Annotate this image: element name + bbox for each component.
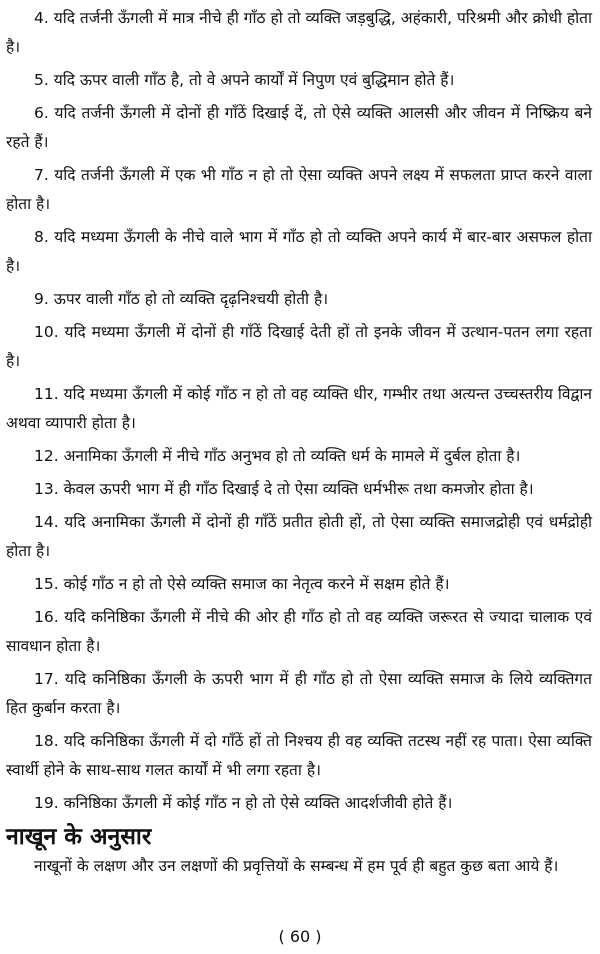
paragraph-12: 12. अनामिका ऊँगली में नीचे गाँठ अनुभव हो तो व्यक्ति धर्म के मामले में दुर्बल होता है। bbox=[34, 447, 521, 465]
paragraph-18: 18. यदि कनिष्ठिका ऊँगली में दो गाँठें हों तो निश्चय ही वह व्यक्ति तटस्थ नहीं रह पाता। ऐसा व्यक्ति स्वार्थी होने के साथ-साथ गलत कार्यों में भी लगा रहता है। bbox=[6, 732, 592, 779]
paragraph-16: 16. यदि कनिष्ठिका ऊँगली में नीचे की ओर ही गाँठ हो तो वह व्यक्ति जरूरत से ज्यादा चालाक एवं सावधान होता है। bbox=[6, 608, 592, 655]
paragraph-13: 13. केवल ऊपरी भाग में ही गाँठ दिखाई दे तो ऐसा व्यक्ति धर्मभीरू तथा कमजोर होता है। bbox=[34, 480, 534, 498]
paragraph-10: 10. यदि मध्यमा ऊँगली में दोनों ही गाँठें दिखाई देती हों तो इनके जीवन में उत्थान-पतन लगा रहता है। bbox=[6, 323, 592, 370]
paragraph-9: 9. ऊपर वाली गाँठ हो तो व्यक्ति दृढ़निश्चयी होती है। bbox=[34, 290, 329, 308]
section-paragraph: नाखूनों के लक्षण और उन लक्षणों की प्रवृत्तियों के सम्बन्ध में हम पूर्व ही बहुत कुछ बता आये हैं। bbox=[34, 857, 559, 875]
page-number: ( 60 ) bbox=[278, 927, 322, 946]
paragraph-4: 4. यदि तर्जनी ऊँगली में मात्र नीचे ही गाँठ हो तो व्यक्ति जड़बुद्धि, अहंकारी, परिश्रमी और क्रोधी होता है। bbox=[6, 9, 592, 56]
section-heading: नाखून के अनुसार bbox=[6, 824, 152, 850]
paragraph-6: 6. यदि तर्जनी ऊँगली में दोनों ही गाँठें दिखाई दें, तो ऐसे व्यक्ति आलसी और जीवन में निष्क्रिय बने रहते हैं। bbox=[6, 104, 592, 151]
paragraph-17: 17. यदि कनिष्ठिका ऊँगली के ऊपरी भाग में ही गाँठ हो तो ऐसा व्यक्ति समाज के लिये व्यक्तिगत हित कुर्बान करता है। bbox=[6, 670, 592, 717]
paragraph-14: 14. यदि अनामिका ऊँगली में दोनों ही गाँठें प्रतीत होती हों, तो ऐसा व्यक्ति समाजद्रोही एवं धर्मद्रोही होता है। bbox=[6, 513, 592, 560]
paragraph-11: 11. यदि मध्यमा ऊँगली में कोई गाँठ न हो तो वह व्यक्ति धीर, गम्भीर तथा अत्यन्त उच्चस्तरीय विद्वान अथवा व्यापारी होता है। bbox=[6, 385, 592, 432]
paragraph-5: 5. यदि ऊपर वाली गाँठ है, तो वे अपने कार्यों में निपुण एवं बुद्धिमान होते हैं। bbox=[34, 71, 455, 89]
paragraph-7: 7. यदि तर्जनी ऊँगली में एक भी गाँठ न हो तो ऐसा व्यक्ति अपने लक्ष्य में सफलता प्राप्त करने वाला होता है। bbox=[6, 166, 592, 213]
paragraph-8: 8. यदि मध्यमा ऊँगली के नीचे वाले भाग में गाँठ हो तो व्यक्ति अपने कार्य में बार-बार असफल होता है। bbox=[6, 228, 592, 275]
paragraph-15: 15. कोई गाँठ न हो तो ऐसे व्यक्ति समाज का नेतृत्व करने में सक्षम होते हैं। bbox=[34, 575, 450, 593]
paragraph-19: 19. कनिष्ठिका ऊँगली में कोई गाँठ न हो तो ऐसे व्यक्ति आदर्शजीवी होते हैं। bbox=[34, 794, 453, 812]
